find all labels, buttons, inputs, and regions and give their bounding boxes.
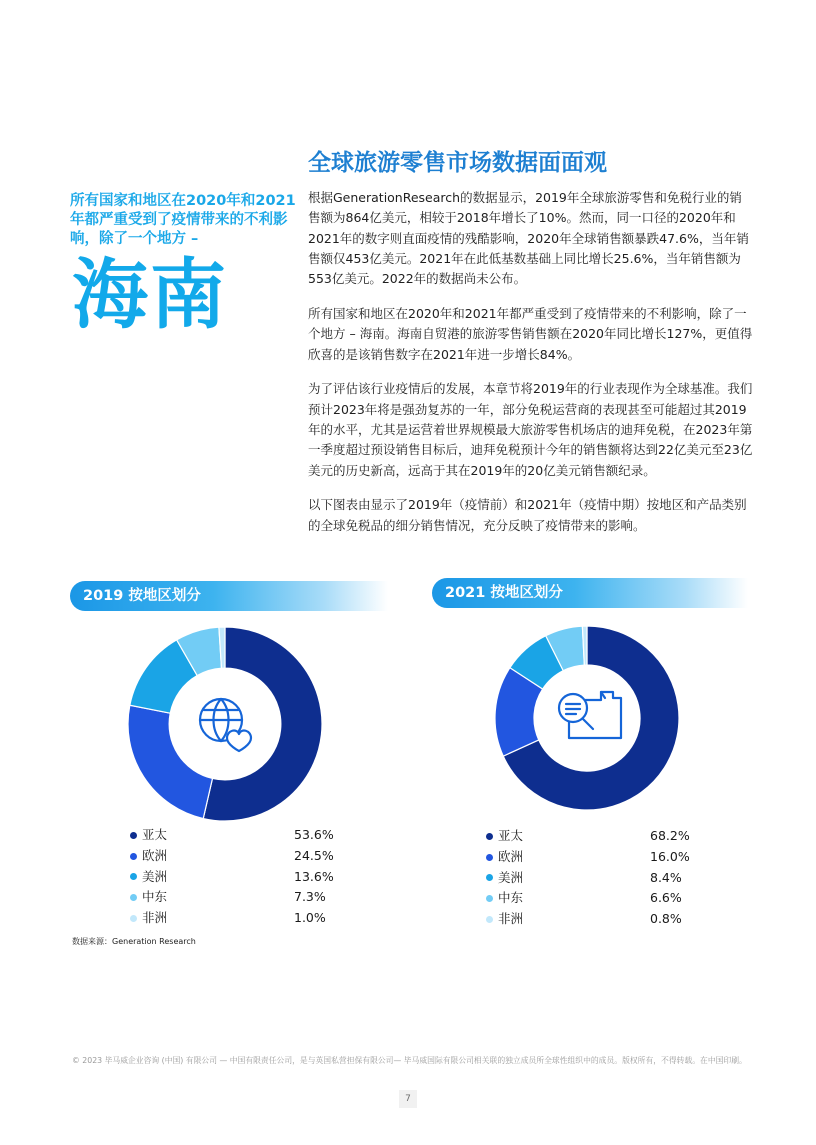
paragraph: 以下图表由显示了2019年（疫情前）和2021年（疫情中期）按地区和产品类别的全球免税品的细分销售情况，充分反映了疫情带来的影响。 [308,497,747,533]
legend-label: 亚太 [498,828,524,843]
donut-chart-2021 [494,625,680,811]
legend-dot [486,874,493,881]
paragraph: 所有国家和地区在2020年和2021年都严重受到了疫情带来的不利影响，除了一个地方 – 海南。海南自贸港的旅游零售销售额在2020年同比增长127%，更值得欣喜的是该销售数字在2021年进一步增长84%。 [308,305,753,362]
paragraph: 根据GenerationResearch的数据显示，2019年全球旅游零售和免税行业的销售额为864亿美元，相较于2018年增长了10%。然而，同一口径的2020年和2021年的数字则直面疫情的残酷影响，2020年全球销售额暴跌47.6%，当年销售额仅453亿美元。2021年在此低基数基础上同比增长25.6%，当年销售额为553亿美元。2022年的数据尚未公布。 [308,190,749,287]
legend-item [486,868,706,889]
page-title: 全球旅游零售市场数据面面观 [308,150,607,176]
legend-label: 欧洲 [142,847,168,863]
donut-chart-2019 [127,626,323,822]
legend-dot [130,832,137,839]
legend-value: 6.6% [650,890,682,906]
legend-dot [130,915,137,922]
legend-value: 16.0% [650,848,690,864]
legend-label: 中东 [142,889,168,905]
legend-dot [486,833,493,840]
legend-label: 中东 [498,890,524,906]
pull-quote: 所有国家和地区在2020年和2021年都严重受到了疫情带来的不利影响，除了一个地方 – [70,193,296,247]
legend-value: 8.4% [650,869,682,885]
legend-item [486,826,706,847]
legend-item [130,825,350,846]
data-source-note: 数据来源：Generation Research [72,937,196,946]
highlight-word: 海南 [72,250,228,339]
legend-item [130,908,350,929]
legend-dot [486,916,493,923]
legend-label: 美洲 [142,868,168,884]
legend-dot [130,894,137,901]
legend-value: 1.0% [294,910,326,926]
page-number: 7 [399,1090,417,1108]
donut-slices [128,627,322,821]
legend-value: 0.8% [650,911,682,927]
legend-dot [130,873,137,880]
legend-2021 [486,826,706,930]
paragraph: 为了评估该行业疫情后的发展，本章节将2019年的行业表现作为全球基准。我们预计2023年将是强劲复苏的一年，部分免税运营商的表现甚至可能超过其2019年的水平，尤其是运营着世界规模最大旅游零售机场店的迪拜免税，在2023年第一季度超过预设销售目标后，迪拜免税预计今年的销售额将达到22亿美元至23亿美元的历史新高，远高于其在2019年的20亿美元销售额纪录。 [308,381,753,478]
legend-label: 欧洲 [498,848,524,864]
legend-dot [130,853,137,860]
legend-2019 [130,825,350,929]
footer-copyright: © 2023 毕马威企业咨询 (中国) 有限公司 — 中国有限责任公司，是与英国私营担保有限公司— 毕马威国际有限公司相关联的独立成员所全球性组织中的成员。版权所有，不得转载。在中国印刷。 [72,1056,747,1065]
chart-title-2019: 2019 按地区划分 [70,581,388,611]
legend-item [486,888,706,909]
legend-label: 非洲 [498,911,524,927]
legend-item [130,867,350,888]
legend-value: 24.5% [294,847,334,863]
legend-label: 美洲 [498,869,524,885]
legend-label: 亚太 [142,827,168,842]
legend-item [486,847,706,868]
legend-item [130,846,350,867]
legend-item [130,887,350,908]
legend-item [486,909,706,930]
legend-value: 7.3% [294,889,326,905]
body-text [308,188,753,550]
chart-title-2021: 2021 按地区划分 [432,578,748,608]
legend-dot [486,854,493,861]
legend-label: 非洲 [142,910,168,926]
legend-value: 53.6% [294,827,334,842]
legend-value: 68.2% [650,828,690,843]
globe-heart-icon [200,699,251,751]
search-document-folder-icon [559,692,621,738]
legend-value: 13.6% [294,868,334,884]
legend-dot [486,895,493,902]
